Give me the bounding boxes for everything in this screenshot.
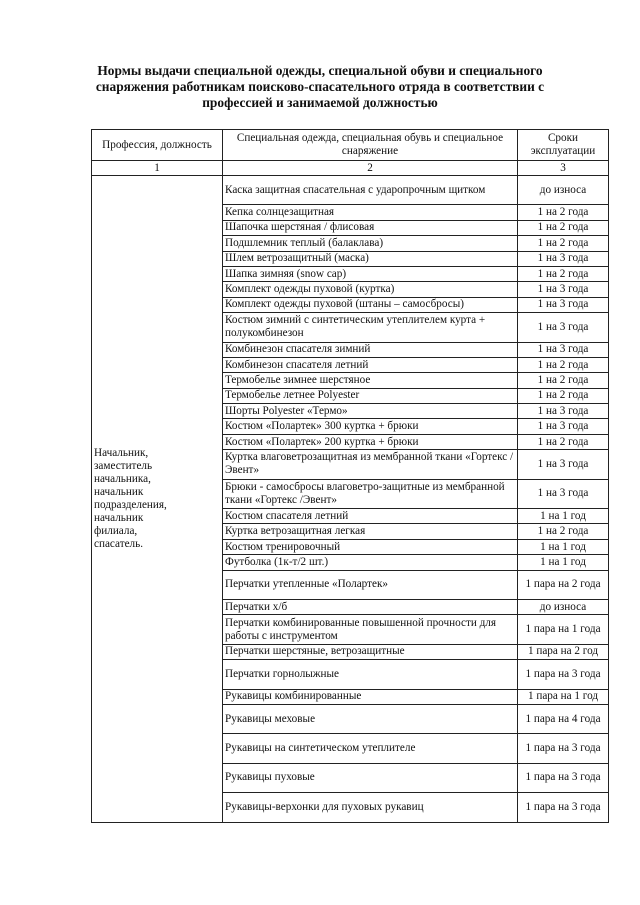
profession-line: спасатель. bbox=[94, 537, 144, 550]
title-line: снаряжения работникам поисково-спасательного отряда в соответствии с bbox=[95, 79, 545, 94]
usage-term-cell: 1 пара на 1 года bbox=[518, 615, 609, 644]
item-name-cell: Перчатки утепленные «Полартек» bbox=[223, 570, 518, 599]
usage-term-cell: 1 пара на 4 года bbox=[518, 704, 609, 733]
profession-cell bbox=[92, 176, 223, 823]
header-terms: Сроки эксплуатации bbox=[518, 130, 609, 161]
item-name-cell: Перчатки х/б bbox=[223, 599, 518, 614]
usage-term-cell: 1 на 2 года bbox=[518, 373, 609, 388]
usage-term-cell: 1 на 3 года bbox=[518, 313, 609, 342]
usage-term-cell: 1 на 2 года bbox=[518, 524, 609, 539]
profession-line: начальника, bbox=[94, 472, 151, 485]
column-number: 3 bbox=[518, 161, 609, 176]
usage-term-cell: 1 на 3 года bbox=[518, 282, 609, 297]
usage-term-cell: 1 на 2 года bbox=[518, 434, 609, 449]
usage-term-cell: 1 на 1 год bbox=[518, 539, 609, 554]
table-header-row bbox=[92, 130, 609, 161]
item-name-cell: Брюки - самосбросы влаговетро-защитные из мембранной ткани «Гортекс /Эвент» bbox=[223, 479, 518, 508]
usage-term-cell: 1 пара на 2 год bbox=[518, 644, 609, 659]
header-profession: Профессия, должность bbox=[92, 130, 223, 161]
item-name-cell: Рукавицы меховые bbox=[223, 704, 518, 733]
usage-term-cell: 1 на 1 год bbox=[518, 509, 609, 524]
profession-line: начальник bbox=[94, 511, 144, 524]
usage-term-cell: 1 на 1 год bbox=[518, 555, 609, 570]
item-name-cell: Перчатки шерстяные, ветрозащитные bbox=[223, 644, 518, 659]
column-number: 2 bbox=[223, 161, 518, 176]
item-name-cell: Комбинезон спасателя летний bbox=[223, 357, 518, 372]
item-name-cell: Рукавицы пуховые bbox=[223, 763, 518, 792]
usage-term-cell: 1 на 3 года bbox=[518, 297, 609, 312]
usage-term-cell: 1 на 2 года bbox=[518, 205, 609, 220]
table-row bbox=[92, 176, 609, 205]
item-name-cell: Комплект одежды пуховой (куртка) bbox=[223, 282, 518, 297]
usage-term-cell: 1 пара на 2 года bbox=[518, 570, 609, 599]
usage-term-cell: 1 на 3 года bbox=[518, 450, 609, 479]
item-name-cell: Кепка солнцезащитная bbox=[223, 205, 518, 220]
item-name-cell: Рукавицы на синтетическом утеплителе bbox=[223, 734, 518, 763]
header-items: Специальная одежда, специальная обувь и специальное снаряжение bbox=[223, 130, 518, 161]
profession-line: Начальник, bbox=[94, 446, 149, 459]
usage-term-cell: 1 пара на 1 год bbox=[518, 689, 609, 704]
item-name-cell: Куртка ветрозащитная легкая bbox=[223, 524, 518, 539]
item-name-cell: Костюм тренировочный bbox=[223, 539, 518, 554]
usage-term-cell: 1 на 3 года bbox=[518, 342, 609, 357]
item-name-cell: Подшлемник теплый (балаклава) bbox=[223, 236, 518, 251]
item-name-cell: Комплект одежды пуховой (штаны – самосбросы) bbox=[223, 297, 518, 312]
profession-line: заместитель bbox=[94, 459, 153, 472]
usage-term-cell: до износа bbox=[518, 599, 609, 614]
document-title bbox=[70, 63, 570, 111]
item-name-cell: Шапка зимняя (snow cap) bbox=[223, 266, 518, 281]
item-name-cell: Перчатки комбинированные повышенной прочности для работы с инструментом bbox=[223, 615, 518, 644]
column-number-row bbox=[92, 161, 609, 176]
item-name-cell: Перчатки горнолыжные bbox=[223, 660, 518, 689]
item-name-cell: Шапочка шерстяная / флисовая bbox=[223, 220, 518, 235]
usage-term-cell: 1 на 2 года bbox=[518, 388, 609, 403]
usage-term-cell: 1 на 2 года bbox=[518, 266, 609, 281]
usage-term-cell: 1 пара на 3 года bbox=[518, 763, 609, 792]
profession-line: начальник bbox=[94, 485, 144, 498]
item-name-cell: Куртка влаговетрозащитная из мембранной ткани «Гортекс /Эвент» bbox=[223, 450, 518, 479]
usage-term-cell: 1 пара на 3 года bbox=[518, 660, 609, 689]
title-line: профессией и занимаемой должностью bbox=[202, 95, 438, 110]
usage-term-cell: 1 пара на 3 года bbox=[518, 734, 609, 763]
item-name-cell: Костюм спасателя летний bbox=[223, 509, 518, 524]
usage-term-cell: 1 на 3 года bbox=[518, 479, 609, 508]
profession-line: подразделения, bbox=[94, 498, 167, 511]
title-line: Нормы выдачи специальной одежды, специальной обуви и специального bbox=[97, 63, 543, 78]
usage-term-cell: 1 на 3 года bbox=[518, 419, 609, 434]
item-name-cell: Комбинезон спасателя зимний bbox=[223, 342, 518, 357]
item-name-cell: Костюм «Полартек» 300 куртка + брюки bbox=[223, 419, 518, 434]
item-name-cell: Термобелье летнее Polyester bbox=[223, 388, 518, 403]
item-name-cell: Каска защитная спасательная с ударопрочным щитком bbox=[223, 176, 518, 205]
item-name-cell: Рукавицы-верхонки для пуховых рукавиц bbox=[223, 793, 518, 822]
item-name-cell: Термобелье зимнее шерстяное bbox=[223, 373, 518, 388]
item-name-cell: Костюм зимний с синтетическим утеплителем курта + полукомбинезон bbox=[223, 313, 518, 342]
usage-term-cell: до износа bbox=[518, 176, 609, 205]
item-name-cell: Шорты Polyester «Термо» bbox=[223, 404, 518, 419]
usage-term-cell: 1 на 3 года bbox=[518, 251, 609, 266]
item-name-cell: Футболка (1к-т/2 шт.) bbox=[223, 555, 518, 570]
usage-term-cell: 1 на 2 года bbox=[518, 357, 609, 372]
profession-line: филиала, bbox=[94, 524, 138, 537]
norms-table bbox=[91, 129, 609, 823]
usage-term-cell: 1 пара на 3 года bbox=[518, 793, 609, 822]
usage-term-cell: 1 на 3 года bbox=[518, 404, 609, 419]
usage-term-cell: 1 на 2 года bbox=[518, 236, 609, 251]
item-name-cell: Костюм «Полартек» 200 куртка + брюки bbox=[223, 434, 518, 449]
item-name-cell: Шлем ветрозащитный (маска) bbox=[223, 251, 518, 266]
column-number: 1 bbox=[92, 161, 223, 176]
item-name-cell: Рукавицы комбинированные bbox=[223, 689, 518, 704]
usage-term-cell: 1 на 2 года bbox=[518, 220, 609, 235]
